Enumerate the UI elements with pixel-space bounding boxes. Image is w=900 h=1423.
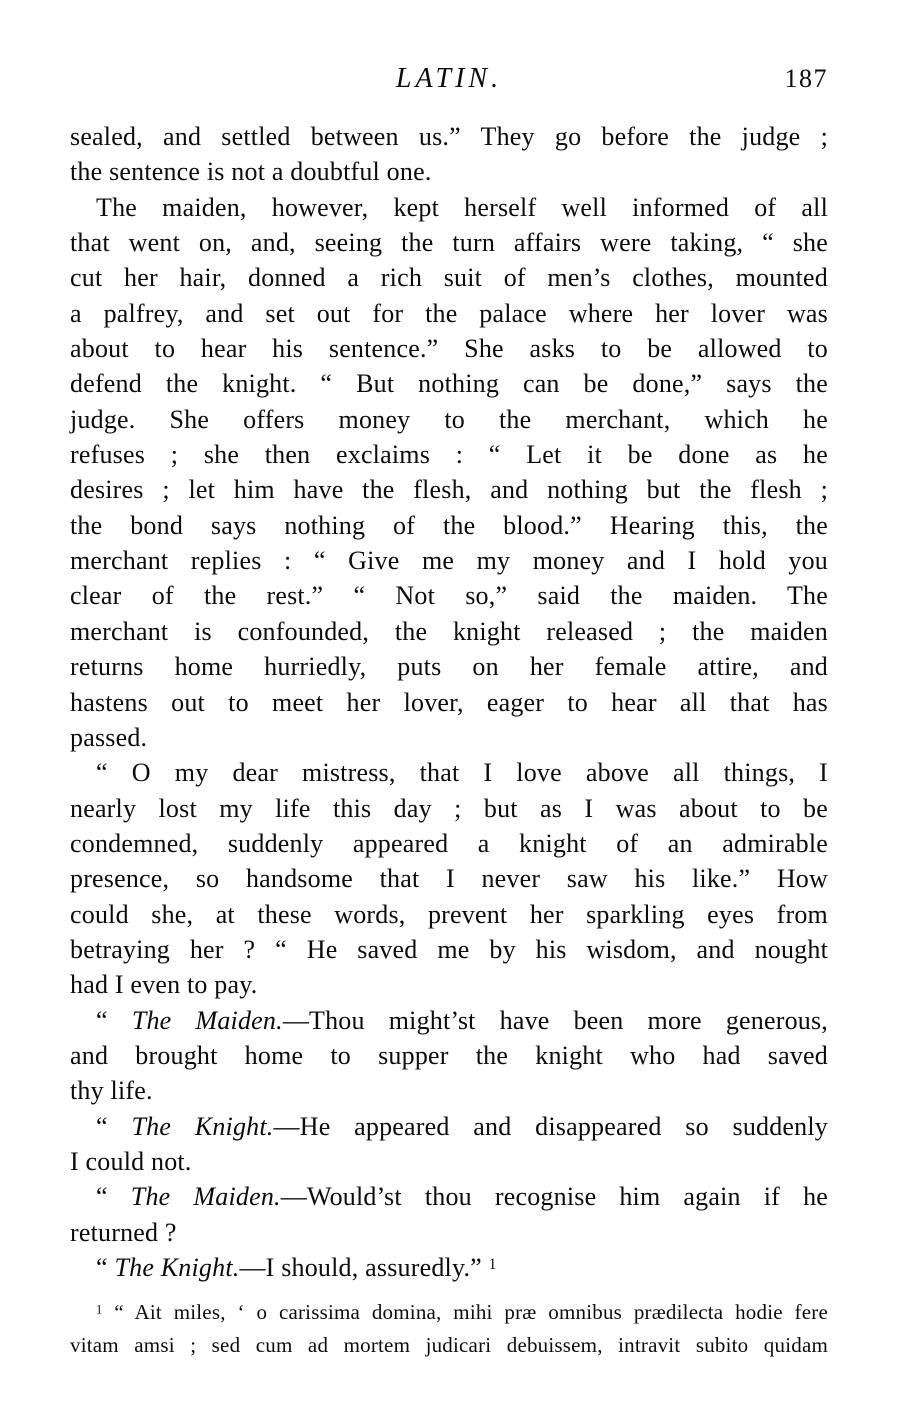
text-line: [70, 260, 828, 295]
text-line: [70, 1329, 828, 1362]
text-line: [70, 826, 828, 861]
text-segment: The maiden, however, kept herself well informed of all: [96, 192, 828, 222]
text-line: [70, 720, 828, 755]
text-segment: merchant replies : “ Give me my money and I hold you: [70, 546, 828, 576]
running-title: LATIN.: [395, 63, 503, 94]
page-number: 187: [784, 64, 828, 93]
text-line: [70, 967, 828, 1002]
text-segment: judge. She offers money to the merchant, which he: [70, 404, 828, 434]
text-segment: condemned, suddenly appeared a knight of an admirable: [70, 828, 828, 858]
text-line: [70, 791, 828, 826]
paragraph: [70, 1179, 828, 1250]
paragraph: [70, 119, 828, 190]
footnote-marker: 1: [96, 1302, 103, 1317]
speaker-name: The Maiden.: [130, 1182, 281, 1212]
paragraph: [70, 755, 828, 1002]
text-line: [70, 755, 828, 790]
text-line: [70, 402, 828, 437]
text-segment: defend the knight. “ But nothing can be done,” says the: [70, 369, 828, 399]
speaker-name: The Knight.: [114, 1253, 240, 1282]
page-header: [70, 63, 828, 97]
text-segment: betraying her ? “ He saved me by his wisdom, and nought: [70, 934, 828, 964]
paragraph: [70, 1003, 828, 1109]
text-segment: sealed, and settled between us.” They go before the judge ;: [70, 122, 828, 151]
text-line: [70, 1179, 828, 1214]
text-line: [70, 225, 828, 260]
text-segment: presence, so handsome that I never saw his like.” How: [70, 864, 828, 894]
text-line: [70, 472, 828, 507]
text-segment: nearly lost my life this day ; but as I was about to be: [70, 793, 828, 823]
text-segment: “ O my dear mistress, that I love above all things, I: [96, 758, 828, 788]
text-segment: had I even to pay.: [70, 970, 258, 1000]
text-segment: “ Ait miles, ‘ o carissima domina, mihi præ omnibus prædilecta hodie fere: [102, 1300, 828, 1324]
text-segment: cut her hair, donned a rich suit of men’s clothes, mounted: [70, 263, 828, 293]
text-segment: the sentence is not a doubtful one.: [70, 157, 432, 187]
text-line: [70, 897, 828, 932]
text-segment: “: [96, 1111, 132, 1141]
text-line: [70, 1109, 828, 1144]
text-segment: “: [96, 1253, 115, 1282]
text-segment: and brought home to supper the knight who had saved: [70, 1040, 828, 1070]
text-line: [70, 861, 828, 896]
text-segment: “: [96, 1005, 132, 1035]
speaker-name: The Maiden.: [131, 1005, 283, 1035]
text-segment: returned ?: [70, 1217, 177, 1247]
text-line: [70, 190, 828, 225]
text-segment: “: [96, 1182, 131, 1212]
text-line: [70, 1003, 828, 1038]
text-segment: returns home hurriedly, puts on her female attire, and: [70, 652, 828, 682]
text-segment: passed.: [70, 722, 148, 752]
text-line: [70, 366, 828, 401]
text-segment: —I should, assuredly.”: [239, 1253, 489, 1282]
text-line: [70, 508, 828, 543]
text-line: [70, 1073, 828, 1108]
text-segment: the bond says nothing of the blood.” Hearing this, the: [70, 510, 828, 540]
footnote-marker: 1: [488, 1255, 497, 1273]
text-line: [70, 296, 828, 331]
text-line: [70, 649, 828, 684]
text-line: [70, 119, 828, 154]
text-line: [70, 1144, 828, 1179]
paragraph: [70, 1250, 828, 1285]
page-body: [70, 119, 828, 1285]
text-segment: vitam amsi ; sed cum ad mortem judicari debuissem, intravit subito quidam: [70, 1333, 828, 1357]
paragraph: [70, 1109, 828, 1180]
text-segment: desires ; let him have the flesh, and nothing but the flesh ;: [70, 475, 828, 505]
text-line: [70, 578, 828, 613]
text-segment: that went on, and, seeing the turn affairs were taking, “ she: [70, 228, 828, 258]
text-line: [70, 331, 828, 366]
text-line: [70, 614, 828, 649]
text-segment: thy life.: [70, 1076, 153, 1106]
speaker-name: The Knight.: [131, 1111, 274, 1141]
text-segment: could she, at these words, prevent her sparkling eyes from: [70, 899, 828, 929]
text-line: [70, 1296, 828, 1329]
paragraph: [70, 190, 828, 756]
text-segment: a palfrey, and set out for the palace where her lover was: [70, 298, 828, 328]
text-segment: —Would’st thou recognise him again if he: [280, 1182, 829, 1212]
text-segment: —He appeared and disappeared so suddenly: [273, 1111, 828, 1141]
text-line: [70, 1038, 828, 1073]
text-segment: refuses ; she then exclaims : “ Let it be done as he: [70, 440, 828, 470]
footnote: [70, 1296, 828, 1362]
text-segment: I could not.: [70, 1146, 192, 1176]
text-line: [70, 685, 828, 720]
text-line: [70, 1215, 828, 1250]
text-line: [70, 1250, 828, 1285]
text-segment: hastens out to meet her lover, eager to hear all that has: [70, 687, 828, 717]
text-segment: clear of the rest.” “ Not so,” said the maiden. The: [70, 581, 828, 611]
text-line: [70, 932, 828, 967]
text-segment: about to hear his sentence.” She asks to be allowed to: [70, 334, 828, 364]
text-segment: merchant is confounded, the knight released ; the maiden: [70, 616, 828, 646]
text-line: [70, 543, 828, 578]
text-segment: —Thou might’st have been more generous,: [282, 1005, 828, 1035]
text-line: [70, 154, 828, 189]
text-line: [70, 437, 828, 472]
